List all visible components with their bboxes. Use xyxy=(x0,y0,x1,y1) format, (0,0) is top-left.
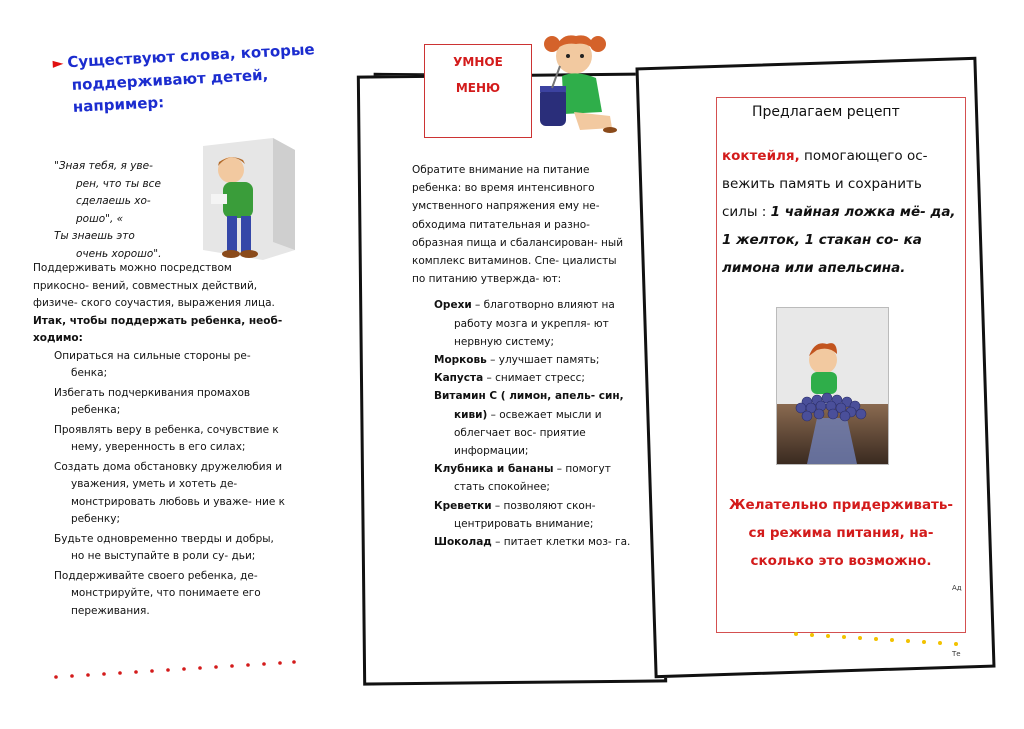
food-name: Шоколад xyxy=(434,536,492,549)
menu-title-line-1: УМНОЕ xyxy=(453,55,503,69)
nutrition-text xyxy=(412,161,632,551)
left-body xyxy=(33,260,288,622)
food-effect: – позволяют скон- центрировать внимание; xyxy=(454,499,596,530)
food-effect: – помогут стать спокойнее; xyxy=(454,463,611,494)
food-name: Витамин С ( лимон, апель- син, киви) xyxy=(434,390,624,421)
left-heading xyxy=(52,38,325,119)
quote-line: рен, что ты все xyxy=(76,177,161,190)
list-item: Будьте одновременно тверды и добры, но не выступайте в роли су- дьи; xyxy=(54,532,274,562)
food-item xyxy=(412,533,632,551)
food-item xyxy=(412,387,632,460)
intro-paragraph: Поддерживать можно посредством прикосно- вений, совместных действий, физиче- ского соучастия, выражения лица. xyxy=(33,262,275,309)
list-item: Избегать подчеркивания промахов ребенка; xyxy=(54,386,251,416)
support-list xyxy=(33,348,288,621)
food-effect: – питает клетки моз- га. xyxy=(491,536,631,549)
food-name: Орехи xyxy=(434,299,472,312)
red-dotted-decoration xyxy=(52,659,297,681)
food-item xyxy=(412,497,632,533)
corner-mark-ad: Ад xyxy=(952,584,962,592)
girl-with-jar-illustration xyxy=(530,26,620,144)
recipe-title: Предлагаем рецепт xyxy=(752,104,900,120)
food-item xyxy=(412,460,632,496)
heading-line-2: поддерживают детей, xyxy=(71,65,269,94)
boy-reading-illustration xyxy=(183,138,295,268)
conclusion-paragraph: Итак, чтобы поддержать ребенка, необ- ходимо: xyxy=(33,314,283,344)
nutrition-intro: Обратите внимание на питание ребенка: во время интенсивного умственного напряжения ему не- обходима питательная и разно- образная пища и сбалансирован- ный комплекс витаминов. Спе- циалисты по питанию утвержда- ют: xyxy=(412,164,624,286)
support-quote xyxy=(54,158,194,263)
recipe-description: помогающего ос- вежить память и сохранить силы : xyxy=(722,148,928,220)
food-item xyxy=(412,351,632,369)
list-item: Опираться на сильные стороны ре- бенка; xyxy=(54,349,251,379)
food-name: Клубника и бананы xyxy=(434,463,554,476)
food-effect: – снимает стресс; xyxy=(483,372,585,385)
quote-line: Ты знаешь это xyxy=(54,230,135,242)
food-name: Капуста xyxy=(434,372,484,385)
quote-line: "Зная тебя, я уве- xyxy=(54,160,153,172)
list-item: Создать дома обстановку дружелюбия и уважения, уметь и хотеть де- монстрировать любовь и уваже- ние к ребенку; xyxy=(54,460,285,525)
list-item: Поддерживайте своего ребенка, де- монстрируйте, что понимаете его переживания. xyxy=(54,569,261,617)
food-effect: – освежает мысли и облегчает вос- приятие информации; xyxy=(454,408,602,458)
smart-menu-label xyxy=(424,44,532,138)
quote-line: рошо", « xyxy=(76,212,124,225)
quote-line: сделаешь хо- xyxy=(76,195,151,207)
recipe-ingredients: 1 чайная ложка мё- да, 1 желток, 1 стакан со- ка лимона или апельсина. xyxy=(722,204,956,276)
diet-advice: Желательно придерживать- ся режима питания, на- сколько это возможно. xyxy=(728,497,954,569)
food-item xyxy=(412,296,632,351)
list-item: Проявлять веру в ребенка, сочувствие к нему, уверенность в его силах; xyxy=(54,423,279,453)
quote-line: очень хорошо". xyxy=(76,247,162,260)
heading-line-1: Существуют слова, которые xyxy=(66,40,316,72)
cocktail-word: коктейля, xyxy=(722,148,800,164)
recipe-text xyxy=(722,142,960,282)
food-name: Морковь xyxy=(434,354,487,367)
food-effect: – благотворно влияют на работу мозга и укрепля- ют нервную систему; xyxy=(454,299,615,348)
food-name: Креветки xyxy=(434,499,492,512)
heading-line-3: например: xyxy=(72,93,165,116)
food-effect: – улучшает память; xyxy=(486,354,600,367)
foods-list xyxy=(412,296,632,551)
corner-mark-te: Те xyxy=(952,650,961,658)
boy-with-grapes-illustration xyxy=(776,307,889,465)
menu-title-line-2: МЕНЮ xyxy=(455,81,501,95)
red-arrow-icon: ► xyxy=(52,55,64,72)
yellow-dotted-decoration xyxy=(792,628,962,648)
food-item xyxy=(412,369,632,387)
